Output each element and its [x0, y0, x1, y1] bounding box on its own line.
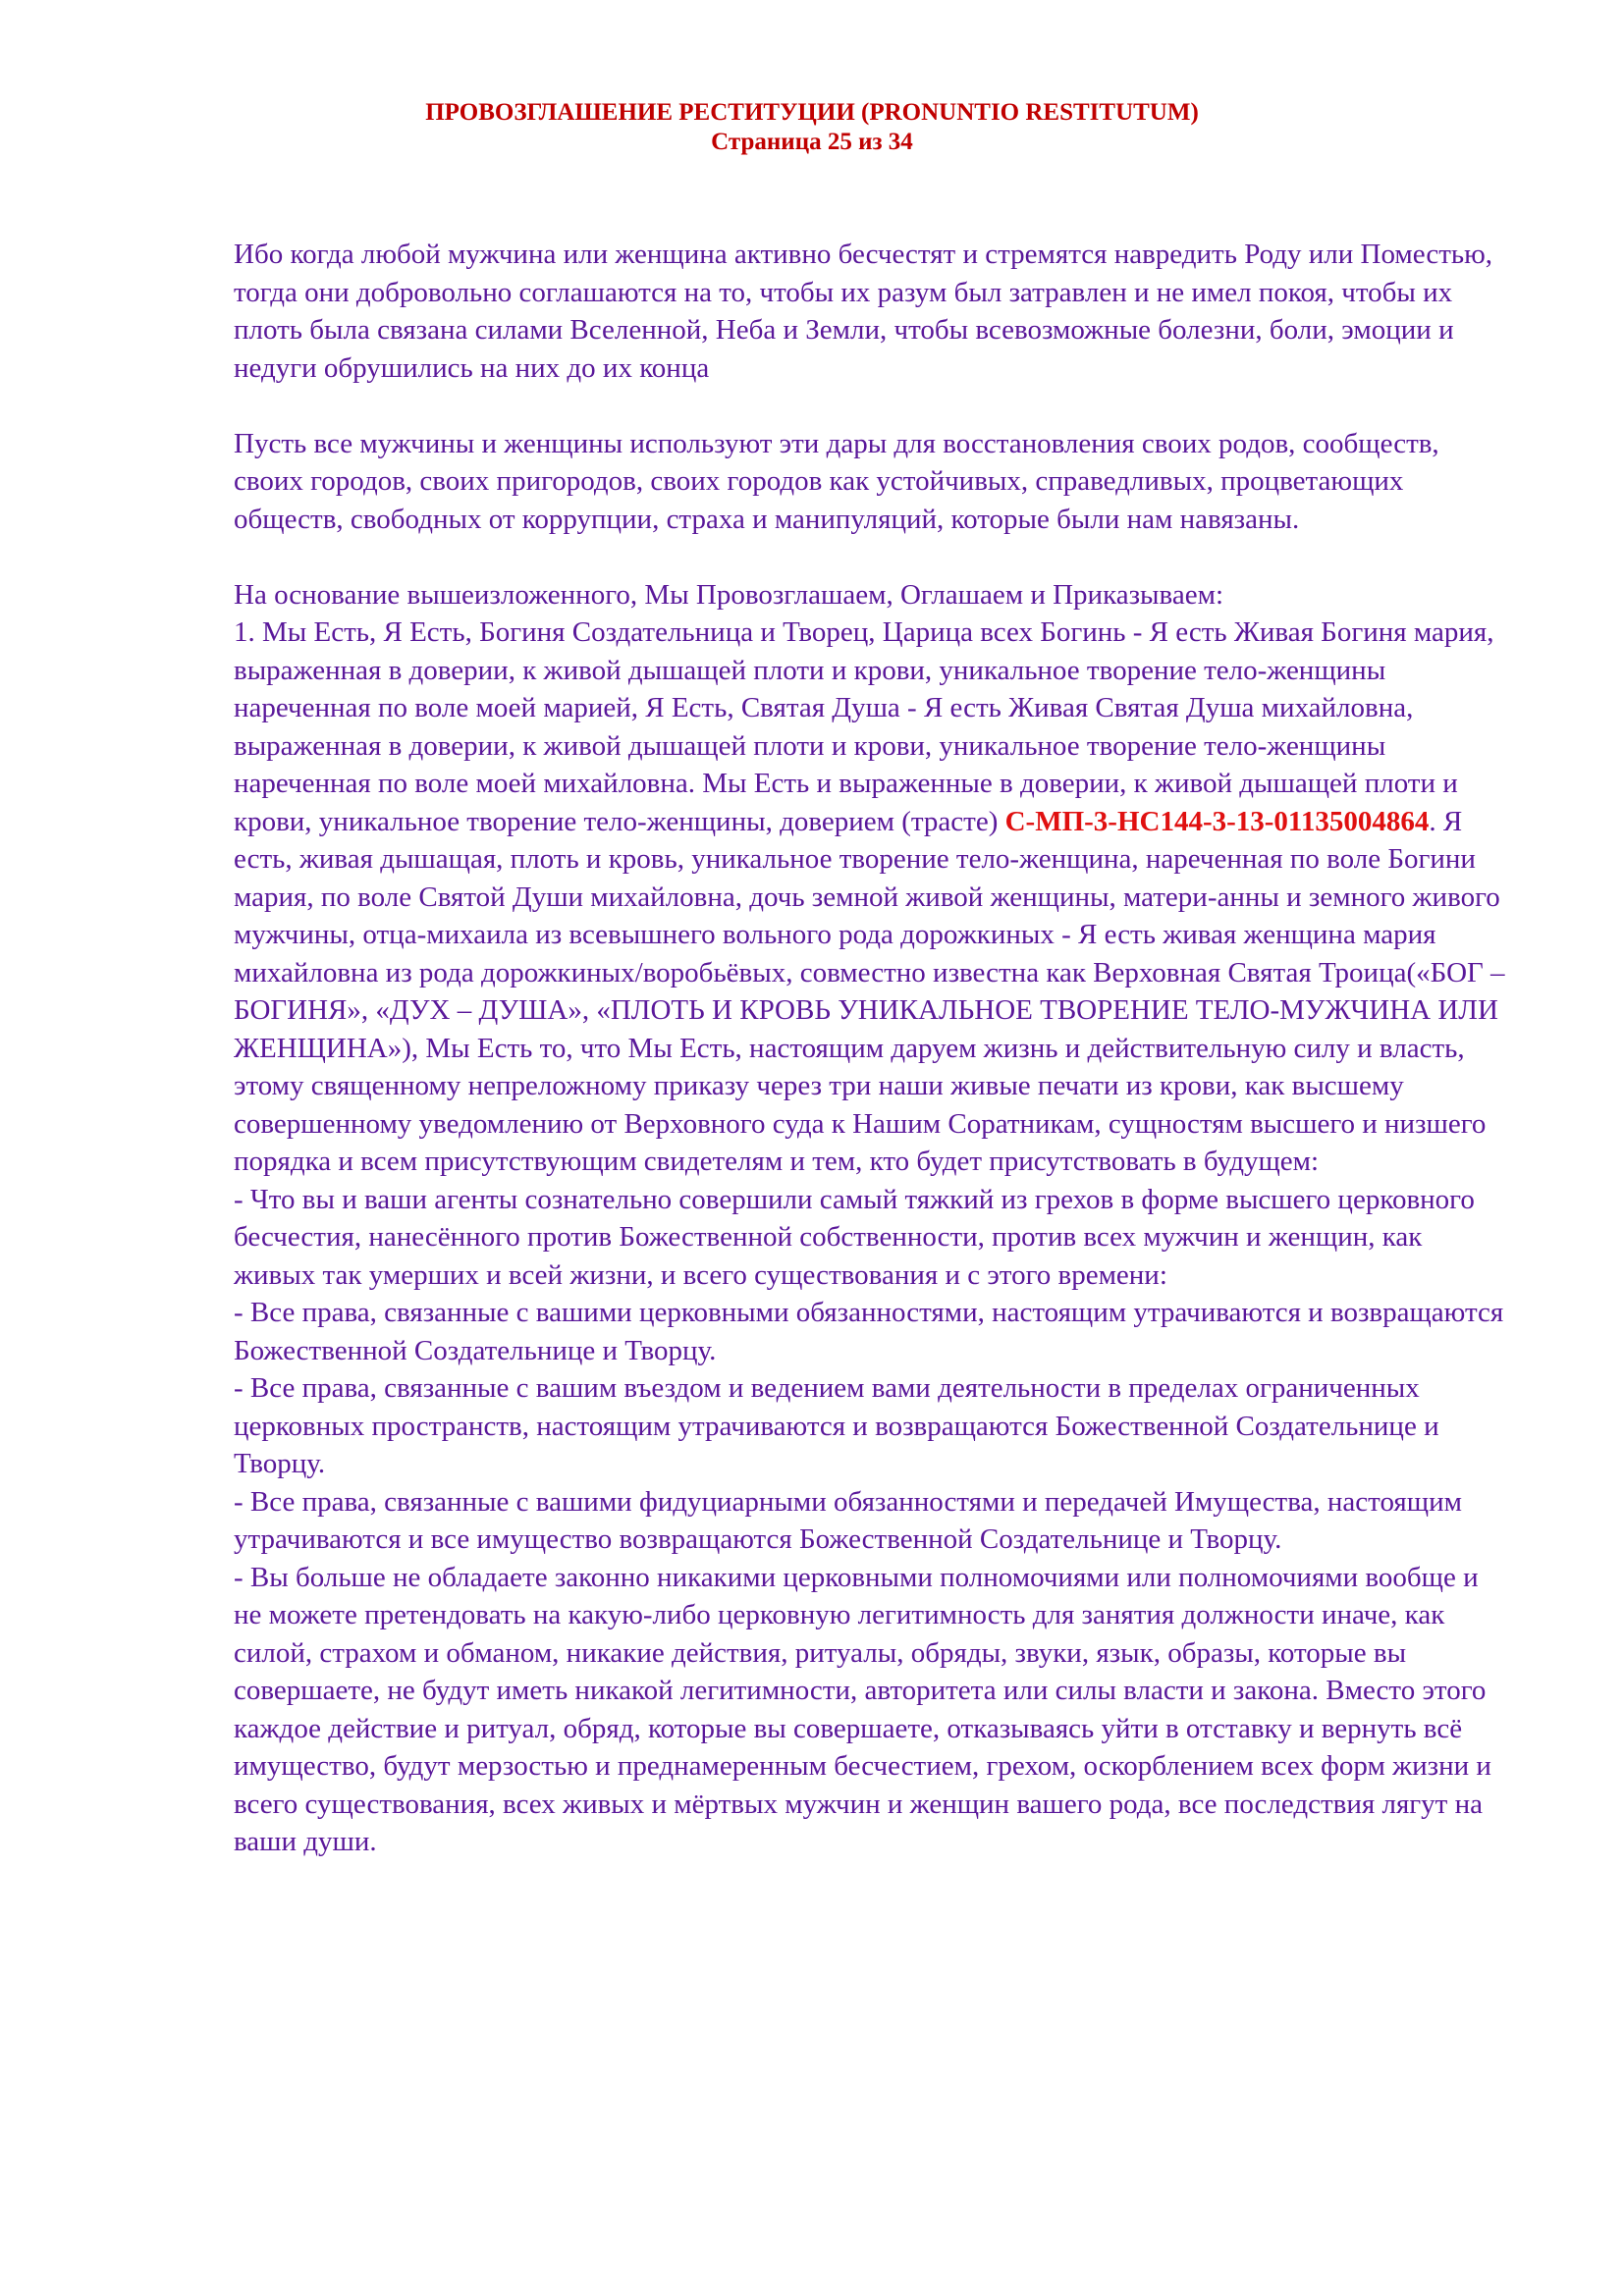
paragraph-gap	[234, 538, 1510, 576]
proclamation-item-1	[234, 614, 1510, 1181]
item-1-text-end: . Я есть, живая дышащая, плоть и кровь, уникальное творение тело-женщина, нареченная по воле Богини мария, по воле Святой Души михайловна, дочь земной живой женщины, матери-анны и земного живого мужчины, отца-михаила из всевышнего вольного рода дорожкиных - Я есть живая женщина мария михайловна из рода дорожкиных/воробьёвых, совместно известна как Верховная Святая Троица(«БОГ – БОГИНЯ», «ДУХ – ДУША», «ПЛОТЬ И КРОВЬ УНИКАЛЬНОЕ ТВОРЕНИЕ ТЕЛО-МУЖЧИНА ИЛИ ЖЕНЩИНА»), Мы Есть то, что Мы Есть, настоящим даруем жизнь и действительную силу и власть, этому священному непреложному приказу через три наши живые печати из крови, как высшему совершенному уведомлению от Верховного суда к Нашим Соратникам, сущностям высшего и низшего порядка и всем присутствующим свидетелям и тем, кто будет присутствовать в будущем:	[234, 805, 1505, 1177]
trust-identifier: С-МП-3-НС144-3-13-01135004864	[1004, 805, 1430, 837]
bullet-no-authority: - Вы больше не обладаете законно никакими церковными полномочиями или полномочиями вообще и не можете претендовать на какую-либо церковную легитимность для занятия должности иначе, как силой, страхом и обманом, никакие действия, ритуалы, обряды, звуки, язык, образы, которые вы совершаете, не будут иметь никакой легитимности, авторитета или силы власти и закона. Вместо этого каждое действие и ритуал, обряд, которые вы совершаете, отказываясь уйти в отставку и вернуть всё имущество, будут мерзостью и преднамеренным бесчестием, грехом, оскорблением всех форм жизни и всего существования, всех живых и мёртвых мужчин и женщин вашего рода, все последствия лягут на ваши души.	[234, 1561, 1491, 1857]
document-header	[0, 98, 1624, 157]
document-title: ПРОВОЗГЛАШЕНИЕ РЕСТИТУЦИИ (PRONUNTIO RESTITUTUM)	[425, 99, 1199, 126]
proclamation-intro: На основание вышеизложенного, Мы Провозглашаем, Оглашаем и Приказываем:	[234, 578, 1224, 611]
bullet-church-spaces: - Все права, связанные с вашим въездом и ведением вами деятельности в пределах ограниченных церковных пространств, настоящим утрачиваются и возвращаются Божественной Создательнице и Творцу.	[234, 1372, 1439, 1479]
bullet-grave-sin: - Что вы и ваши агенты сознательно совершили самый тяжкий из грехов в форме высшего церковного бесчестия, нанесённого против Божественной собственности, против всех мужчин и женщин, как живых так умерших и всей жизни, и всего существования и с этого времени:	[234, 1183, 1475, 1291]
page-number: Страница 25 из 34	[711, 129, 913, 155]
paragraph-gap	[234, 387, 1510, 425]
bullet-church-duties: - Все права, связанные с вашими церковными обязанностями, настоящим утрачиваются и возвращаются Божественной Создательнице и Творцу.	[234, 1297, 1504, 1366]
item-1-text-start: 1. Мы Есть, Я Есть, Богиня Создательница и Творец, Царица всех Богинь - Я есть Живая Богиня мария, выраженная в доверии, к живой дышащей плоти и крови, уникальное творение тело-женщины нареченная по воле моей марией, Я Есть, Святая Душа - Я есть Живая Святая Душа михайловна, выраженная в доверии, к живой дышащей плоти и крови, уникальное творение тело-женщины нареченная по воле моей михайловна. Мы Есть и выраженные в доверии, к живой дышащей плоти и крови, уникальное творение тело-женщины, доверием (трасте)	[234, 616, 1494, 837]
paragraph-restoration: Пусть все мужчины и женщины используют эти дары для восстановления своих родов, сообществ, своих городов, своих пригородов, своих городов как устойчивых, справедливых, процветающих обществ, свободных от коррупции, страха и манипуляций, которые были нам навязаны.	[234, 427, 1439, 535]
paragraph-dishonor: Ибо когда любой мужчина или женщина активно бесчестят и стремятся навредить Роду или Поместью, тогда они добровольно соглашаются на то, чтобы их разум был затравлен и не имел покоя, чтобы их плоть была связана силами Вселенной, Неба и Земли, чтобы всевозможные болезни, боли, эмоции и недуги обрушились на них до их конца	[234, 239, 1493, 384]
bullet-fiduciary-duties: - Все права, связанные с вашими фидуциарными обязанностями и передачей Имущества, настоящим утрачиваются и все имущество возвращаются Божественной Создательнице и Творцу.	[234, 1485, 1462, 1555]
document-body	[234, 236, 1510, 1861]
